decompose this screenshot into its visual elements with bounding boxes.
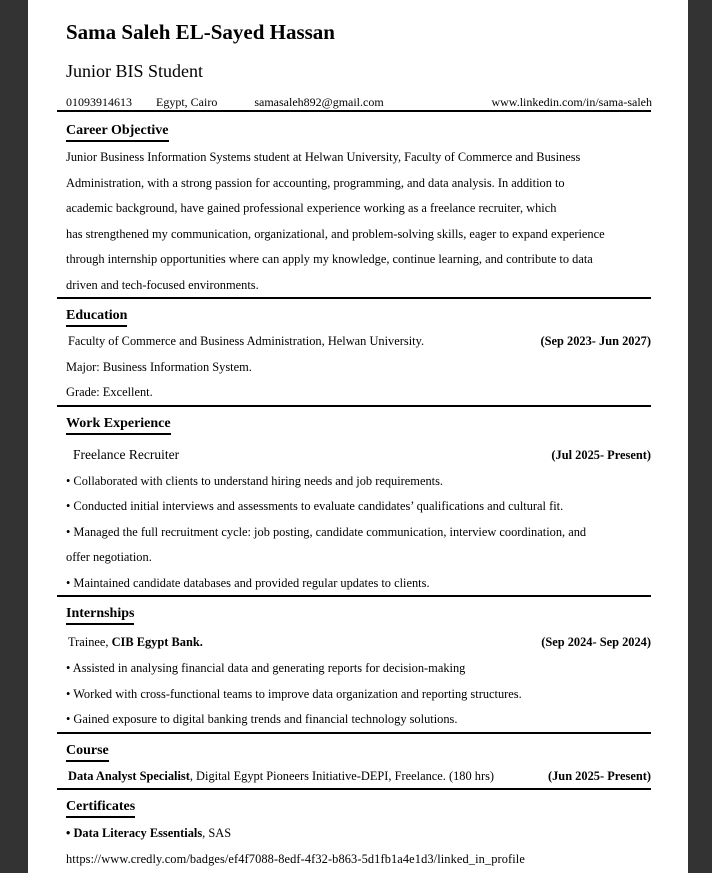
internship-bullets bbox=[28, 656, 688, 733]
career-objective-heading: Career Objective bbox=[66, 122, 688, 142]
certificate-name: • Data Literacy Essentials bbox=[66, 826, 203, 840]
education-entry bbox=[66, 329, 651, 355]
candidate-title: Junior BIS Student bbox=[66, 61, 204, 81]
work-experience-bullets bbox=[28, 469, 688, 597]
bullet-continuation-line: offer negotiation. bbox=[66, 550, 152, 564]
paragraph-line: Administration, with a strong passion for accounting, programming, and data analysis. In addition to bbox=[66, 175, 565, 190]
bullet-line: • Conducted initial interviews and assessments to evaluate candidates’ qualifications and cultural fit. bbox=[66, 499, 564, 513]
bullet-line: • Worked with cross-functional teams to improve data organization and reporting structures. bbox=[66, 686, 522, 701]
job-title: Freelance Recruiter bbox=[73, 446, 180, 462]
section-career-objective bbox=[28, 122, 688, 299]
paragraph-line: has strengthened my communication, organizational, and problem-solving skills, eager to expand experience bbox=[66, 226, 605, 241]
section-course bbox=[28, 742, 688, 791]
section-certificates bbox=[28, 798, 688, 873]
candidate-name: Sama Saleh EL-Sayed Hassan bbox=[66, 20, 335, 44]
work-experience-entry bbox=[66, 441, 651, 469]
education-heading: Education bbox=[66, 307, 688, 327]
job-dates: (Jul 2025- Present) bbox=[551, 447, 651, 462]
resume-page bbox=[28, 0, 688, 873]
phone-number: 01093914613 bbox=[66, 95, 132, 109]
internships-heading: Internships bbox=[66, 605, 688, 625]
bullet-line: • Collaborated with clients to understand hiring needs and job requirements. bbox=[66, 473, 444, 488]
certificate-url[interactable]: https://www.credly.com/badges/ef4f7088-8edf-4f32-b863-5d1fb1a4e1d3/linked_in_profile bbox=[66, 851, 525, 866]
section-work-experience bbox=[28, 415, 688, 598]
education-dates: (Sep 2023- Jun 2027) bbox=[540, 334, 651, 348]
internship-role: Trainee, bbox=[68, 635, 112, 649]
linkedin-url[interactable]: www.linkedin.com/in/sama-saleh bbox=[491, 95, 652, 109]
certificates-heading: Certificates bbox=[66, 798, 688, 818]
internship-dates: (Sep 2024- Sep 2024) bbox=[541, 635, 651, 649]
certificate-entry bbox=[28, 821, 688, 872]
contact-row bbox=[66, 95, 652, 110]
paragraph-line: academic background, have gained professional experience working as a freelance recruiter, which bbox=[66, 201, 557, 215]
career-objective-paragraph bbox=[28, 145, 688, 298]
header-divider bbox=[57, 110, 651, 112]
bullet-line: • Maintained candidate databases and provided regular updates to clients. bbox=[66, 575, 430, 590]
course-title: Data Analyst Specialist bbox=[68, 768, 190, 783]
education-institution: Faculty of Commerce and Business Administration, Helwan University. bbox=[68, 334, 425, 348]
paragraph-line: Junior Business Information Systems student at Helwan University, Faculty of Commerce and Business bbox=[66, 150, 581, 164]
bullet-line: • Gained exposure to digital banking trends and financial technology solutions. bbox=[66, 712, 458, 726]
section-internships bbox=[28, 605, 688, 734]
course-dates: (Jun 2025- Present) bbox=[547, 768, 651, 783]
course-provider: , Digital Egypt Pioneers Initiative-DEPI, Freelance. (180 hrs) bbox=[189, 768, 495, 783]
education-major: Major: Business Information System. bbox=[66, 359, 252, 374]
email-address[interactable]: samasaleh892@gmail.com bbox=[254, 95, 384, 109]
paragraph-line: driven and tech-focused environments. bbox=[66, 277, 259, 292]
certificate-issuer: , SAS bbox=[202, 826, 232, 840]
resume-header bbox=[28, 0, 688, 112]
internship-company: CIB Egypt Bank. bbox=[111, 635, 203, 649]
bullet-line: • Assisted in analysing financial data and generating reports for decision-making bbox=[66, 661, 466, 675]
paragraph-line: through internship opportunities where can apply my knowledge, continue learning, and contribute to data bbox=[66, 252, 593, 266]
work-experience-heading: Work Experience bbox=[66, 415, 688, 435]
bullet-line: • Managed the full recruitment cycle: job posting, candidate communication, interview coordination, and bbox=[66, 524, 587, 539]
section-education bbox=[28, 307, 688, 407]
course-entry bbox=[66, 764, 651, 790]
course-heading: Course bbox=[66, 742, 688, 762]
location-text: Egypt, Cairo bbox=[156, 95, 218, 109]
education-grade: Grade: Excellent. bbox=[66, 385, 153, 399]
internship-entry bbox=[66, 629, 651, 656]
